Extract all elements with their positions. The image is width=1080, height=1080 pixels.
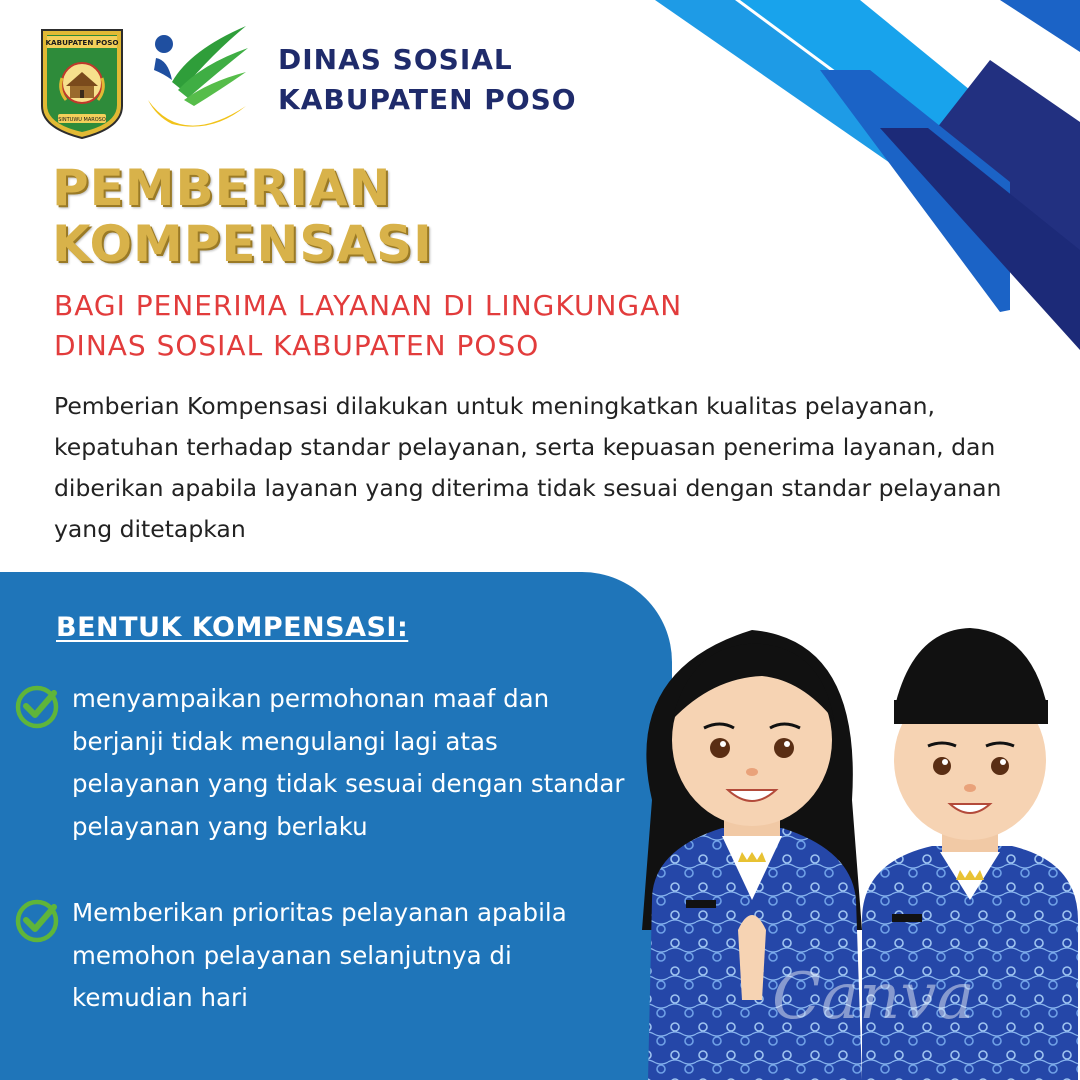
- stripe-navy-long: [880, 128, 1080, 350]
- org-name-line-2: KABUPATEN POSO: [278, 83, 577, 116]
- title-line-2: KOMPENSASI: [52, 215, 433, 273]
- kabupaten-poso-logo: [40, 28, 124, 140]
- page-subtitle: [54, 286, 814, 366]
- logo-motto-text: SINTUWU MAROSO: [58, 117, 106, 123]
- canva-watermark: Canva: [772, 960, 975, 1034]
- stripe-navy-thick: [915, 60, 1080, 262]
- stripe-edge-blue: [1000, 0, 1080, 52]
- dinas-sosial-logo: [142, 20, 252, 138]
- logo-kabupaten-text: KABUPATEN POSO: [45, 38, 119, 47]
- stripe-blue: [820, 70, 1010, 312]
- stripe-cyan: [655, 0, 1005, 222]
- subtitle-line-1: BAGI PENERIMA LAYANAN DI LINGKUNGAN: [54, 289, 683, 322]
- page-title: [52, 160, 612, 272]
- compensation-item-text: Memberikan prioritas pelayanan apabila memohon pelayanan selanjutnya di kemudian hari: [72, 898, 567, 1012]
- subtitle-line-2: DINAS SOSIAL KABUPATEN POSO: [54, 329, 540, 362]
- stripe-light-blue: [740, 0, 1080, 252]
- organization-name: [278, 40, 618, 120]
- check-circle-icon: [14, 898, 60, 944]
- civil-servants-illustration: [612, 600, 1080, 1080]
- compensation-title: BENTUK KOMPENSASI:: [56, 612, 409, 643]
- intro-paragraph: Pemberian Kompensasi dilakukan untuk meningkatkan kualitas pelayanan, kepatuhan terhadap standar pelayanan, serta kepuasan penerima layanan, dan diberikan apabila layanan yang diterima tidak sesuai dengan standar pelayanan yang ditetapkan: [54, 392, 1002, 543]
- compensation-item-text: menyampaikan permohonan maaf dan berjanji tidak mengulangi lagi atas pelayanan yang tidak sesuai dengan standar pelayanan yang berlaku: [72, 684, 625, 841]
- title-line-1: PEMBERIAN: [52, 159, 392, 217]
- check-circle-icon: [14, 684, 60, 730]
- org-name-line-1: DINAS SOSIAL: [278, 43, 513, 76]
